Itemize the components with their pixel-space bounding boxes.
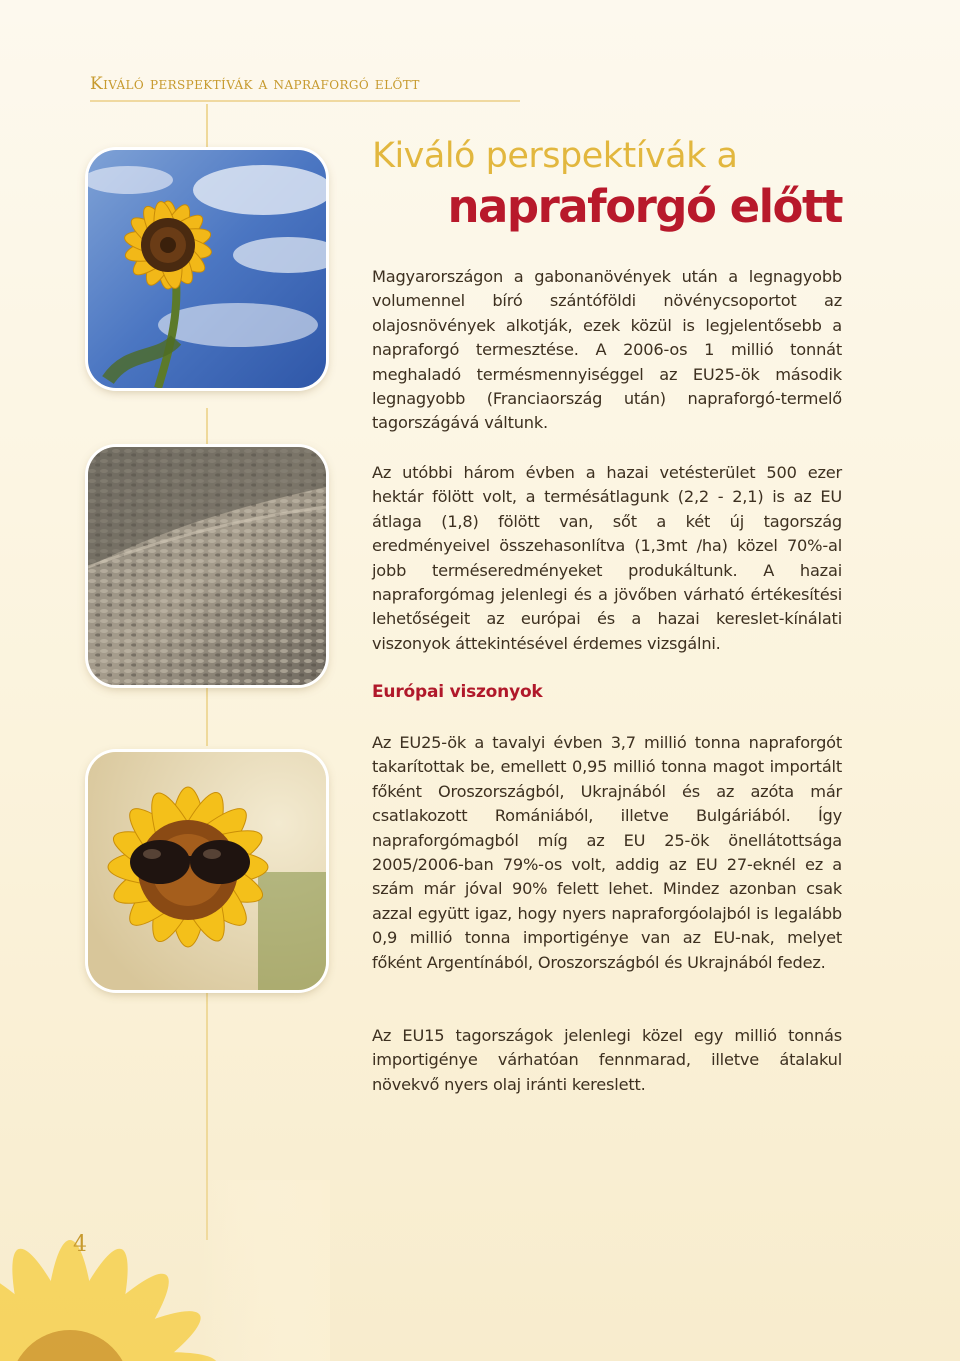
corner-sunflower-illustration: [0, 1180, 330, 1361]
seed-pile-illustration: [88, 447, 326, 685]
sunflower-sky-photo: [88, 150, 326, 388]
paragraph-eu15: Az EU15 tagországok jelenlegi közel egy millió tonnás importigénye várhatóan fennmarad, illetve átalakul növekvő nyers olaj iránti kereslett.: [372, 1026, 842, 1094]
sunglasses-sunflower-illustration: [88, 752, 326, 990]
decorative-rule: [206, 408, 208, 448]
paragraph-production: Az utóbbi három évben a hazai vetésterület 500 ezer hektár fölött volt, a termésátlagunk (2,2 - 2,1) is az EU átlaga (1,8) fölött van, sőt a két új tagország eredményeivel összehasonlítva (1,3mt /ha) közel 70%-al jobb terméseredményeket produkáltunk. A hazai napraforgómag jelenlegi és a jövőben várható értékesítési lehetőségeit az európai és a hazai kereslet-kínálati viszonyok áttekintésével érdemes vizsgálni.: [372, 463, 842, 653]
running-head: Kiváló perspektívák a napraforgó előtt: [90, 74, 420, 94]
page-number: 4: [73, 1232, 87, 1257]
sunflower-sunglasses-photo: [88, 752, 326, 990]
paragraph-eu-balance: Az EU25-ök a tavalyi évben 3,7 millió tonna napraforgót takarítottak be, emellett 0,95 millió tonna magot importált főként Oroszországból, Ukrajnából és az azóta már csatlakozott Romániából, illetve Bulgáriából. Így napraforgómagból míg az EU 25-ök önellátottsága 2005/2006-ban 79%-os volt, addig az EU 27-eknél ez a szám már jóval 90% felett lehet. Mindez azonban csak azzal együtt igaz, hogy nyers napraforgóolajból is legalább 0,9 millió tonna importigénye van az EU-nak, melyet főként Argentínából, Oroszországból és Ukrajnából fedez.: [372, 733, 842, 972]
header-rule: [90, 100, 520, 102]
section-heading: Európai viszonyok: [372, 682, 543, 702]
decorative-rule: [206, 688, 208, 746]
decorative-sunflower-corner: [0, 1180, 330, 1361]
page-title-line-2: napraforgó előtt: [447, 180, 842, 233]
sunflower-seeds-photo: [88, 447, 326, 685]
page-title-line-1: Kiváló perspektívák a: [372, 136, 738, 176]
sunflower-sky-illustration: [88, 150, 326, 388]
decorative-rule: [206, 104, 208, 152]
paragraph-intro: Magyarországon a gabonanövények után a legnagyobb volumennel bíró szántóföldi növénycsoportot az olajosnövények alkotják, ezek közül is legjelentősebb a napraforgó termesztése. A 2006-os 1 millió tonnát meghaladó termésmennyiséggel az EU25-ök második legnagyobb (Franciaország után) napraforgó-termelő tagországává váltunk.: [372, 267, 842, 433]
